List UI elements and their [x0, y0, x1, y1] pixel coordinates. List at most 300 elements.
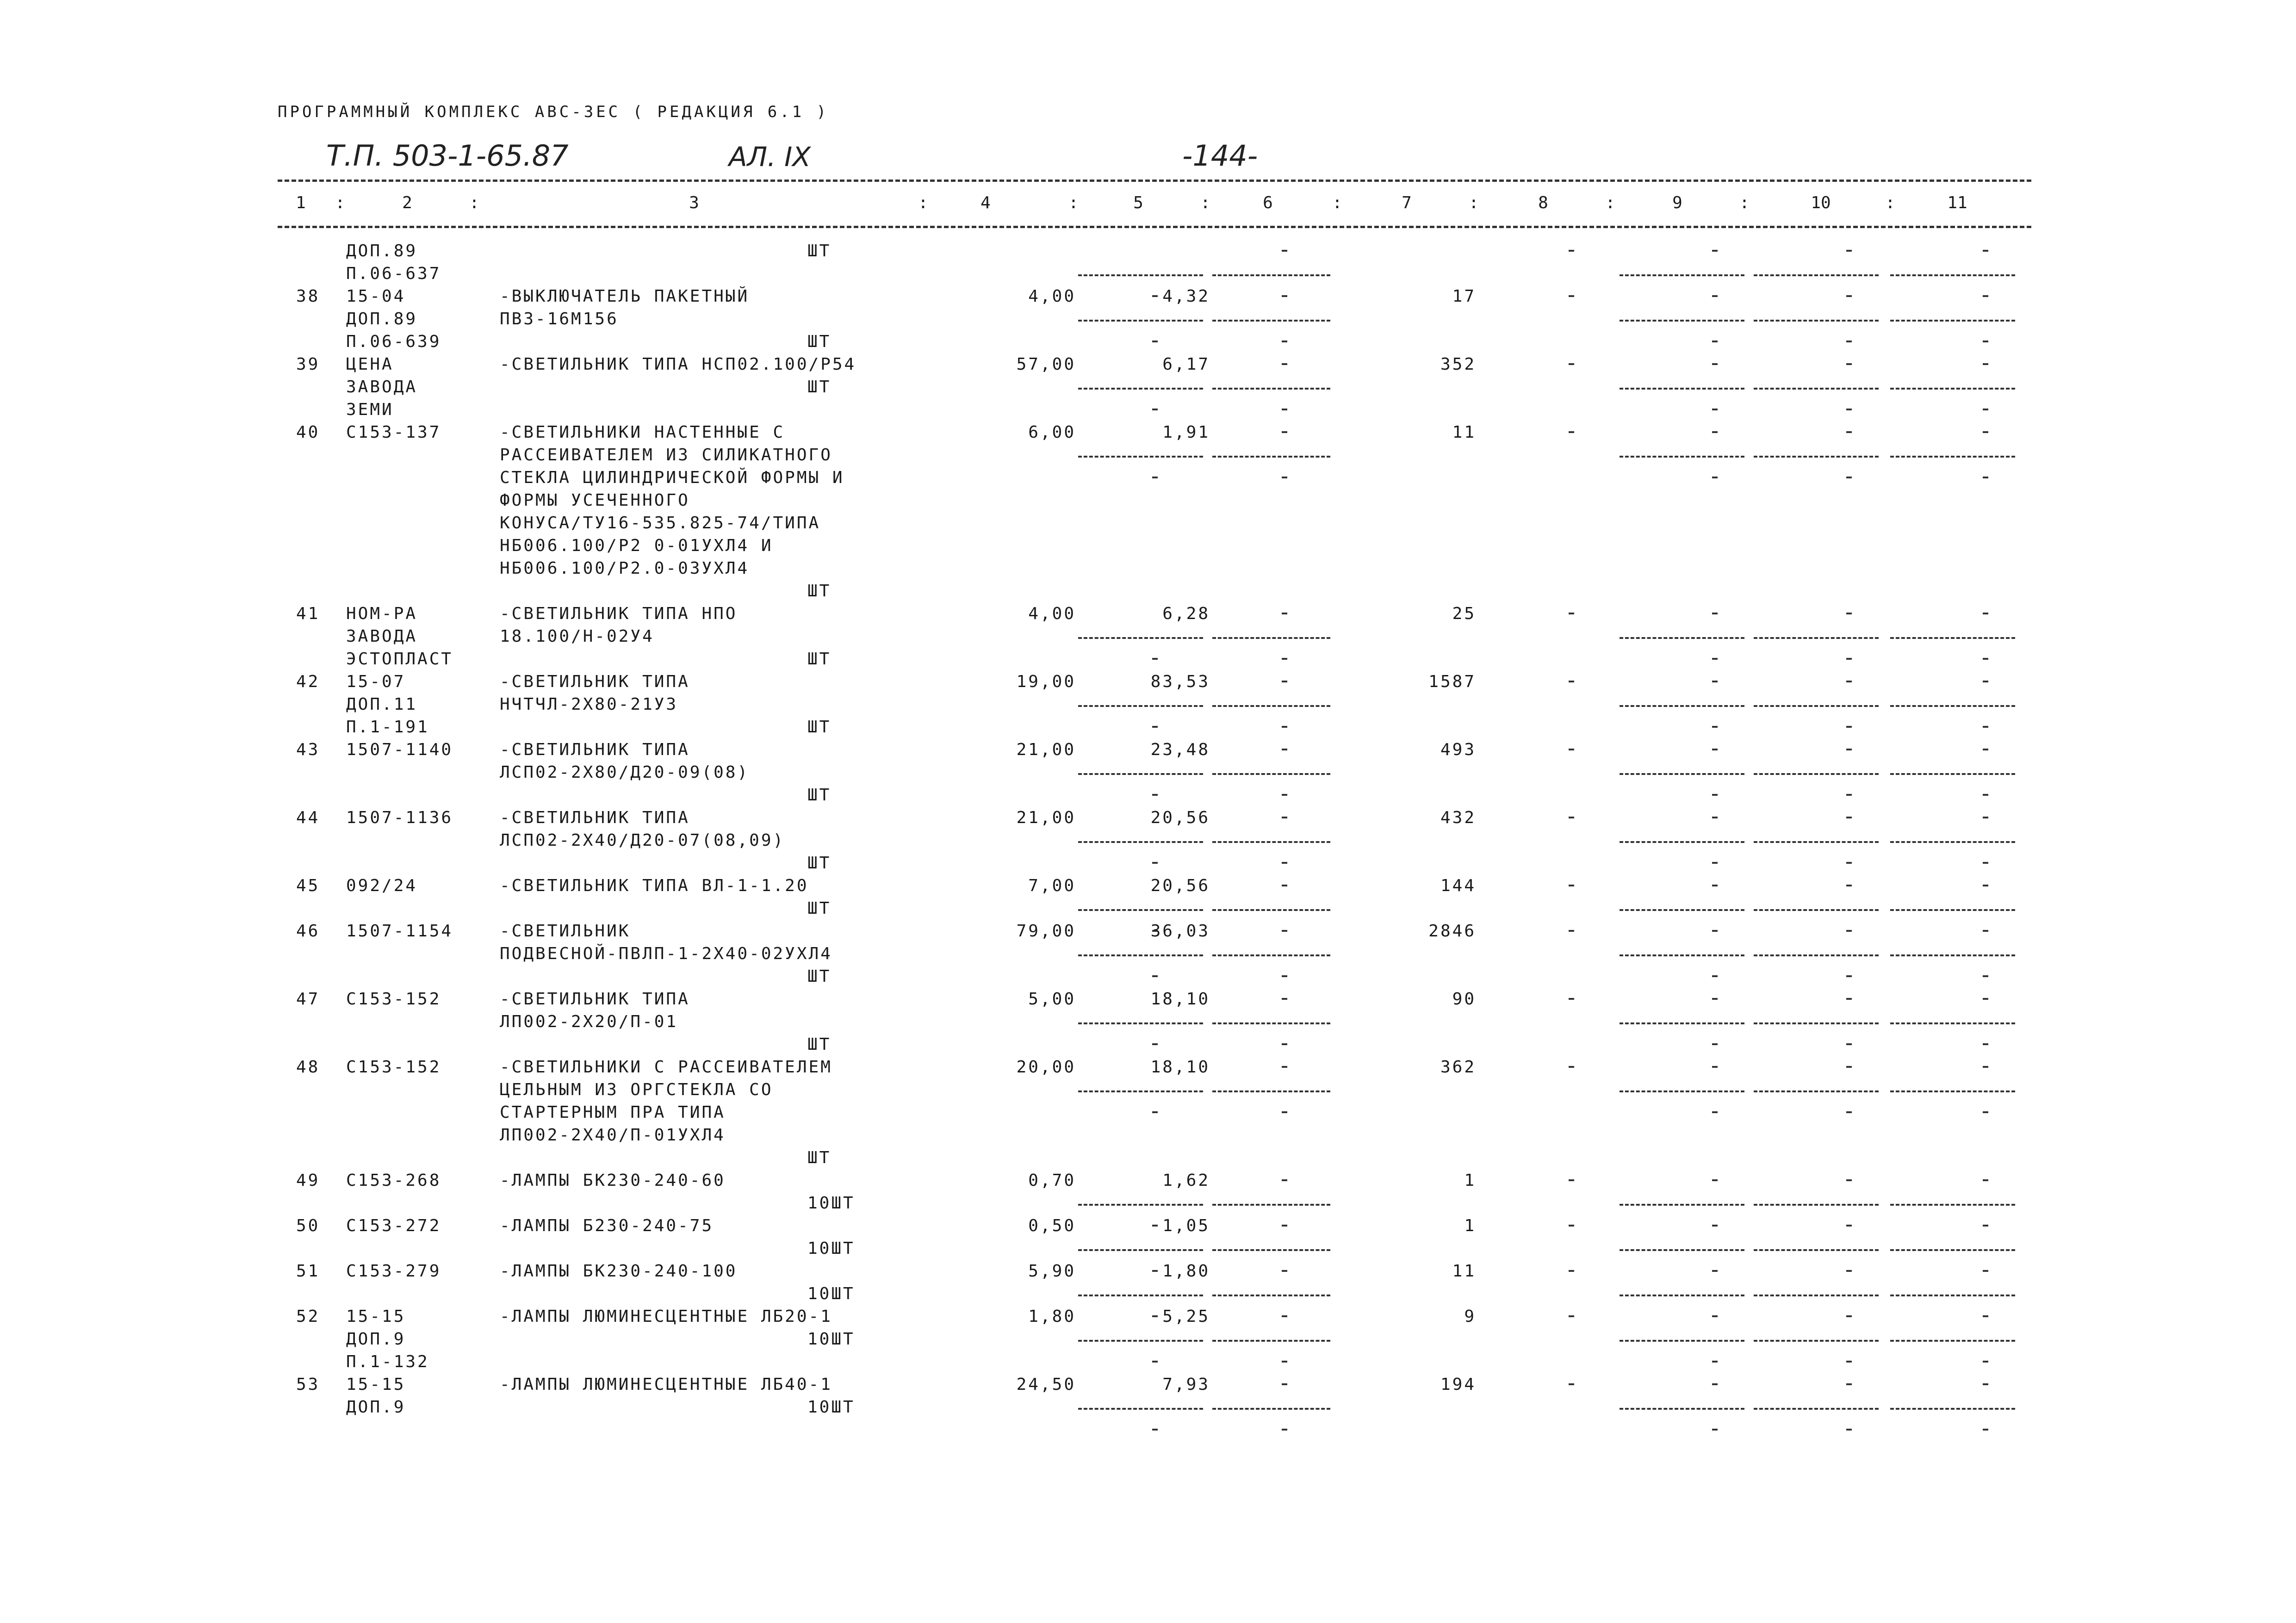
column-number-7: 7	[1402, 193, 1412, 212]
cell-underline	[1212, 320, 1330, 322]
quantity-value: 21,00	[1016, 740, 1076, 759]
dash-mark	[1569, 749, 1574, 750]
dash-mark	[1569, 613, 1574, 614]
item-name: -ВЫКЛЮЧАТЕЛЬ ПАКЕТНЫЙ	[500, 287, 750, 306]
table-row	[0, 874, 2296, 920]
cell-underline	[1212, 1022, 1330, 1024]
dash-mark	[1983, 409, 1988, 410]
cell-underline	[1890, 1022, 2015, 1024]
table-row	[0, 806, 2296, 874]
cell-underline	[1620, 705, 1744, 707]
dash-mark	[1152, 1429, 1158, 1431]
unit-cost-value: 18,10	[1150, 1058, 1210, 1077]
item-name: СТАРТЕРНЫМ ПРА ТИПА	[500, 1103, 726, 1122]
dash-mark	[1712, 885, 1718, 886]
header-rule-bottom	[278, 226, 2031, 228]
cell-underline	[1620, 637, 1744, 639]
dash-mark	[1846, 1043, 1852, 1045]
dash-mark	[1983, 1225, 1988, 1227]
table-row	[0, 602, 2296, 670]
dash-mark	[1712, 363, 1718, 365]
cell-underline	[1212, 705, 1330, 707]
table-row	[0, 738, 2296, 806]
total-cost-value: 9	[1464, 1307, 1476, 1326]
position-number: 39	[296, 355, 320, 374]
unit-of-measure: ШТ	[807, 242, 832, 260]
dash-mark	[1282, 749, 1287, 750]
dash-mark	[1569, 998, 1574, 1000]
price-code: П.06-637	[346, 264, 441, 283]
dash-mark	[1282, 250, 1287, 252]
price-code: П.06-639	[346, 332, 441, 351]
dash-mark	[1712, 1043, 1718, 1045]
table-row	[0, 421, 2296, 602]
dash-mark	[1846, 681, 1852, 682]
dash-mark	[1569, 681, 1574, 682]
unit-cost-value: 36,03	[1150, 922, 1210, 941]
dash-mark	[1569, 885, 1574, 886]
total-cost-value: 493	[1440, 740, 1476, 759]
dash-mark	[1846, 250, 1852, 252]
dash-mark	[1569, 1270, 1574, 1272]
dash-mark	[1569, 1315, 1574, 1317]
item-name: ПВЗ-16М156	[500, 310, 619, 328]
dash-mark	[1846, 363, 1852, 365]
item-name: -СВЕТИЛЬНИК ТИПА НПО	[500, 604, 738, 623]
column-number-1: 1	[296, 193, 306, 212]
dash-mark	[1983, 930, 1988, 932]
dash-mark	[1282, 1315, 1287, 1317]
unit-of-measure: ШТ	[807, 786, 832, 805]
dash-mark	[1846, 1225, 1852, 1227]
dash-mark	[1846, 658, 1852, 660]
position-number: 49	[296, 1171, 320, 1190]
cell-underline	[1754, 1090, 1879, 1092]
dash-mark	[1282, 409, 1287, 410]
dash-mark	[1282, 1225, 1287, 1227]
cell-underline	[1754, 456, 1879, 458]
dash-mark	[1152, 341, 1158, 342]
position-number: 53	[296, 1375, 320, 1394]
unit-cost-value: 23,48	[1150, 740, 1210, 759]
unit-cost-value: 1,91	[1162, 423, 1210, 442]
cell-underline	[1212, 1090, 1330, 1092]
position-number: 38	[296, 287, 320, 306]
dash-mark	[1712, 862, 1718, 864]
table-row	[0, 1169, 2296, 1214]
item-name: ЛП002-2Х20/П-01	[500, 1012, 678, 1031]
dash-mark	[1712, 726, 1718, 728]
cell-underline	[1212, 1204, 1330, 1206]
cell-underline	[1212, 1295, 1330, 1296]
dash-mark	[1282, 1270, 1287, 1272]
cell-underline	[1078, 1204, 1203, 1206]
unit-of-measure: ШТ	[807, 332, 832, 351]
table-row	[0, 1305, 2296, 1373]
item-name: НБ006.100/Р2 0-01УХЛ4 И	[500, 536, 773, 555]
column-number-9: 9	[1672, 193, 1682, 212]
cell-underline	[1620, 320, 1744, 322]
dash-mark	[1983, 817, 1988, 818]
price-code: 1507-1140	[346, 740, 453, 759]
table-row	[0, 1056, 2296, 1169]
dash-mark	[1712, 975, 1718, 977]
cell-underline	[1890, 1090, 2015, 1092]
table-row	[0, 285, 2296, 353]
cell-underline	[1754, 1249, 1879, 1251]
dash-mark	[1712, 681, 1718, 682]
column-separator: :	[1739, 193, 1750, 212]
dash-mark	[1712, 250, 1718, 252]
total-cost-value: 432	[1440, 808, 1476, 827]
column-separator: :	[1469, 193, 1479, 212]
dash-mark	[1712, 409, 1718, 410]
item-name: -СВЕТИЛЬНИК	[500, 922, 631, 941]
dash-mark	[1712, 295, 1718, 297]
dash-mark	[1846, 1111, 1852, 1113]
position-number: 45	[296, 876, 320, 895]
unit-cost-value: 83,53	[1150, 672, 1210, 691]
unit-of-measure: ШТ	[807, 854, 832, 873]
column-separator: :	[918, 193, 928, 212]
cell-underline	[1078, 841, 1203, 843]
unit-cost-value: 20,56	[1150, 808, 1210, 827]
price-code: П.1-132	[346, 1352, 429, 1371]
unit-cost-value: 1,62	[1162, 1171, 1210, 1190]
dash-mark	[1282, 998, 1287, 1000]
total-cost-value: 11	[1452, 1262, 1476, 1281]
quantity-value: 24,50	[1016, 1375, 1076, 1394]
cell-underline	[1212, 954, 1330, 956]
table-row	[0, 988, 2296, 1056]
dash-mark	[1152, 477, 1158, 478]
dash-mark	[1983, 862, 1988, 864]
cell-underline	[1078, 637, 1203, 639]
dash-mark	[1983, 1066, 1988, 1068]
price-code: С153-279	[346, 1262, 441, 1281]
dash-mark	[1983, 363, 1988, 365]
dash-mark	[1282, 295, 1287, 297]
quantity-value: 6,00	[1028, 423, 1076, 442]
cell-underline	[1078, 1340, 1203, 1342]
dash-mark	[1983, 749, 1988, 750]
price-code: ЗАВОДА	[346, 378, 418, 396]
price-code: 1507-1154	[346, 922, 453, 941]
album-number: АЛ. IX	[729, 141, 811, 173]
total-cost-value: 1	[1464, 1216, 1476, 1235]
cell-underline	[1754, 274, 1879, 276]
dash-mark	[1569, 1066, 1574, 1068]
dash-mark	[1282, 681, 1287, 682]
dash-mark	[1152, 409, 1158, 410]
table-row	[0, 240, 2296, 285]
cell-underline	[1078, 705, 1203, 707]
unit-of-measure: ШТ	[807, 582, 832, 601]
dash-mark	[1846, 726, 1852, 728]
position-number: 42	[296, 672, 320, 691]
table-row	[0, 1260, 2296, 1305]
column-separator: :	[469, 193, 479, 212]
item-name: -СВЕТИЛЬНИК ТИПА	[500, 740, 690, 759]
quantity-value: 0,50	[1028, 1216, 1076, 1235]
table-row	[0, 1214, 2296, 1260]
header-rule-top	[278, 180, 2031, 182]
total-cost-value: 11	[1452, 423, 1476, 442]
dash-mark	[1983, 295, 1988, 297]
dash-mark	[1846, 1179, 1852, 1181]
position-number: 43	[296, 740, 320, 759]
quantity-value: 4,00	[1028, 287, 1076, 306]
quantity-value: 79,00	[1016, 922, 1076, 941]
unit-of-measure: ШТ	[807, 1035, 832, 1054]
quantity-value: 19,00	[1016, 672, 1076, 691]
item-name: ЛСП02-2Х40/Д20-07(08,09)	[500, 831, 785, 850]
cell-underline	[1754, 1295, 1879, 1296]
cell-underline	[1078, 1090, 1203, 1092]
unit-cost-value: 1,80	[1162, 1262, 1210, 1281]
dash-mark	[1983, 1383, 1988, 1385]
cell-underline	[1620, 841, 1744, 843]
item-name: -СВЕТИЛЬНИК ТИПА НСП02.100/Р54	[500, 355, 856, 374]
dash-mark	[1712, 1066, 1718, 1068]
quantity-value: 21,00	[1016, 808, 1076, 827]
unit-of-measure: ШТ	[807, 1148, 832, 1167]
cell-underline	[1212, 456, 1330, 458]
cell-underline	[1754, 1022, 1879, 1024]
cell-underline	[1754, 954, 1879, 956]
cell-underline	[1620, 1408, 1744, 1410]
price-code: НОМ-РА	[346, 604, 418, 623]
cell-underline	[1212, 637, 1330, 639]
dash-mark	[1846, 862, 1852, 864]
dash-mark	[1712, 817, 1718, 818]
price-code: 15-15	[346, 1375, 406, 1394]
dash-mark	[1282, 817, 1287, 818]
dash-mark	[1282, 1111, 1287, 1113]
dash-mark	[1983, 794, 1988, 796]
total-cost-value: 194	[1440, 1375, 1476, 1394]
dash-mark	[1152, 862, 1158, 864]
dash-mark	[1983, 1179, 1988, 1181]
cell-underline	[1890, 705, 2015, 707]
price-code: ДОП.11	[346, 695, 418, 714]
cell-underline	[1890, 1204, 2015, 1206]
table-row	[0, 920, 2296, 988]
cell-underline	[1890, 1249, 2015, 1251]
unit-of-measure: ШТ	[807, 899, 832, 918]
cell-underline	[1754, 388, 1879, 390]
column-separator: :	[1605, 193, 1615, 212]
dash-mark	[1846, 1315, 1852, 1317]
dash-mark	[1152, 726, 1158, 728]
dash-mark	[1712, 1225, 1718, 1227]
cell-underline	[1754, 705, 1879, 707]
cell-underline	[1890, 1295, 2015, 1296]
item-name: -ЛАМПЫ ЛЮМИНЕСЦЕНТНЫЕ ЛБ20-1	[500, 1307, 832, 1326]
price-code: ДОП.9	[346, 1330, 406, 1349]
dash-mark	[1712, 1361, 1718, 1363]
dash-mark	[1712, 930, 1718, 932]
cell-underline	[1890, 1408, 2015, 1410]
dash-mark	[1983, 1315, 1988, 1317]
item-name: -СВЕТИЛЬНИКИ НАСТЕННЫЕ С	[500, 423, 785, 442]
dash-mark	[1152, 1111, 1158, 1113]
dash-mark	[1846, 1270, 1852, 1272]
dash-mark	[1712, 1270, 1718, 1272]
dash-mark	[1569, 295, 1574, 297]
table-row	[0, 670, 2296, 738]
price-code: С153-152	[346, 990, 441, 1009]
column-separator: :	[1200, 193, 1210, 212]
dash-mark	[1983, 341, 1988, 342]
cell-underline	[1754, 1204, 1879, 1206]
table-row	[0, 1373, 2296, 1419]
position-number: 44	[296, 808, 320, 827]
item-name: ПОДВЕСНОЙ-ПВЛП-1-2Х40-02УХЛ4	[500, 944, 832, 963]
total-cost-value: 352	[1440, 355, 1476, 374]
cell-underline	[1078, 909, 1203, 911]
cell-underline	[1078, 320, 1203, 322]
cell-underline	[1620, 388, 1744, 390]
cell-underline	[1212, 388, 1330, 390]
cell-underline	[1212, 1249, 1330, 1251]
cell-underline	[1620, 1340, 1744, 1342]
dash-mark	[1983, 726, 1988, 728]
cell-underline	[1890, 388, 2015, 390]
dash-mark	[1712, 477, 1718, 478]
unit-cost-value: 6,28	[1162, 604, 1210, 623]
column-number-11: 11	[1947, 193, 1967, 212]
total-cost-value: 1587	[1428, 672, 1476, 691]
cell-underline	[1078, 773, 1203, 775]
price-code: ЗАВОДА	[346, 627, 418, 646]
item-name: -СВЕТИЛЬНИК ТИПА	[500, 808, 690, 827]
cell-underline	[1754, 320, 1879, 322]
dash-mark	[1712, 1179, 1718, 1181]
item-name: -СВЕТИЛЬНИК ТИПА	[500, 672, 690, 691]
dash-mark	[1569, 431, 1574, 433]
dash-mark	[1282, 975, 1287, 977]
position-number: 41	[296, 604, 320, 623]
column-number-3: 3	[689, 193, 699, 212]
unit-of-measure: ШТ	[807, 378, 832, 396]
column-separator: :	[1332, 193, 1342, 212]
unit-cost-value: 4,32	[1162, 287, 1210, 306]
dash-mark	[1282, 794, 1287, 796]
dash-mark	[1282, 1429, 1287, 1431]
quantity-value: 5,00	[1028, 990, 1076, 1009]
quantity-value: 7,00	[1028, 876, 1076, 895]
item-name: -ЛАМПЫ БК230-240-60	[500, 1171, 726, 1190]
cell-underline	[1890, 1340, 2015, 1342]
dash-mark	[1569, 1179, 1574, 1181]
dash-mark	[1846, 817, 1852, 818]
item-name: -СВЕТИЛЬНИК ТИПА ВЛ-1-1.20	[500, 876, 809, 895]
unit-of-measure: ШТ	[807, 967, 832, 986]
total-cost-value: 17	[1452, 287, 1476, 306]
price-code: С153-152	[346, 1058, 441, 1077]
dash-mark	[1712, 613, 1718, 614]
dash-mark	[1983, 1270, 1988, 1272]
unit-of-measure: 10ШТ	[807, 1284, 855, 1303]
price-code: 15-07	[346, 672, 406, 691]
column-number-10: 10	[1811, 193, 1831, 212]
dash-mark	[1983, 250, 1988, 252]
item-name: СТЕКЛА ЦИЛИНДРИЧЕСКОЙ ФОРМЫ И	[500, 468, 844, 487]
quantity-value: 20,00	[1016, 1058, 1076, 1077]
position-number: 47	[296, 990, 320, 1009]
dash-mark	[1712, 998, 1718, 1000]
price-code: ЗЕМИ	[346, 400, 394, 419]
item-name: -СВЕТИЛЬНИК ТИПА	[500, 990, 690, 1009]
price-code: С153-137	[346, 423, 441, 442]
position-number: 48	[296, 1058, 320, 1077]
price-code: С153-272	[346, 1216, 441, 1235]
price-code: ЦЕНА	[346, 355, 394, 374]
position-number: 46	[296, 922, 320, 941]
cell-underline	[1620, 1204, 1744, 1206]
price-code: ЭСТОПЛАСТ	[346, 650, 453, 669]
price-code: ДОП.9	[346, 1398, 406, 1417]
item-name: ФОРМЫ УСЕЧЕННОГО	[500, 491, 690, 510]
cell-underline	[1078, 954, 1203, 956]
dash-mark	[1846, 975, 1852, 977]
dash-mark	[1712, 431, 1718, 433]
dash-mark	[1983, 998, 1988, 1000]
dash-mark	[1983, 975, 1988, 977]
unit-of-measure: 10ШТ	[807, 1330, 855, 1349]
cell-underline	[1212, 1340, 1330, 1342]
quantity-value: 1,80	[1028, 1307, 1076, 1326]
item-name: -ЛАМПЫ Б230-240-75	[500, 1216, 714, 1235]
dash-mark	[1569, 1225, 1574, 1227]
document-number: Т.П. 503-1-65.87	[326, 139, 569, 173]
dash-mark	[1712, 1429, 1718, 1431]
dash-mark	[1569, 250, 1574, 252]
page-number: -144-	[1182, 139, 1258, 173]
dash-mark	[1846, 341, 1852, 342]
total-cost-value: 2846	[1428, 922, 1476, 941]
dash-mark	[1846, 885, 1852, 886]
cell-underline	[1890, 841, 2015, 843]
cell-underline	[1754, 773, 1879, 775]
dash-mark	[1983, 1429, 1988, 1431]
item-name: -ЛАМПЫ БК230-240-100	[500, 1262, 738, 1281]
item-name: -СВЕТИЛЬНИКИ С РАССЕИВАТЕЛЕМ	[500, 1058, 832, 1077]
position-number: 52	[296, 1307, 320, 1326]
dash-mark	[1846, 998, 1852, 1000]
unit-cost-value: 20,56	[1150, 876, 1210, 895]
unit-of-measure: 10ШТ	[807, 1194, 855, 1213]
program-header: ПРОГРАММНЫЙ КОМПЛЕКС АВС-ЗЕС ( РЕДАКЦИЯ 6.1 )	[278, 103, 829, 121]
cell-underline	[1212, 773, 1330, 775]
dash-mark	[1846, 794, 1852, 796]
dash-mark	[1282, 658, 1287, 660]
dash-mark	[1282, 341, 1287, 342]
unit-cost-value: 6,17	[1162, 355, 1210, 374]
cell-underline	[1890, 637, 2015, 639]
dash-mark	[1983, 1111, 1988, 1113]
unit-of-measure: 10ШТ	[807, 1239, 855, 1258]
cell-underline	[1212, 909, 1330, 911]
dash-mark	[1983, 431, 1988, 433]
dash-mark	[1846, 477, 1852, 478]
cell-underline	[1620, 274, 1744, 276]
item-name: 18.100/Н-02У4	[500, 627, 654, 646]
dash-mark	[1846, 1429, 1852, 1431]
cell-underline	[1890, 954, 2015, 956]
cell-underline	[1620, 773, 1744, 775]
